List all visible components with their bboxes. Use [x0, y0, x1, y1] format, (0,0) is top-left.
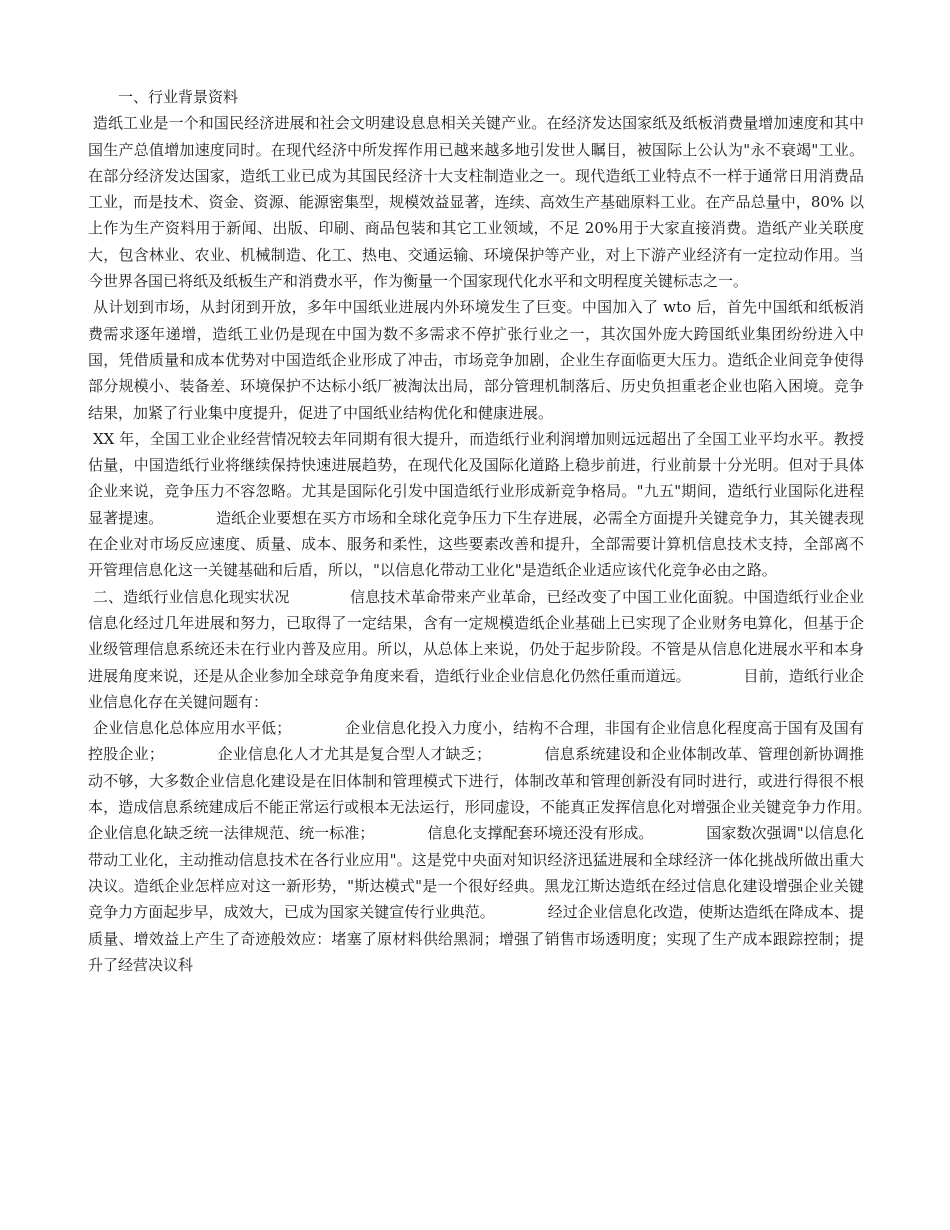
paragraph-industry-outlook: XX 年，全国工业企业经营情况较去年同期有很大提升，而造纸行业利润增加则远远超出了全国工业平均水平。教授估量，中国造纸行业将继续保持快速进展趋势，在现代化及国际化道路上稳步前进，行业前景十分光明。但对于具体企业来说，竞争压力不容忽略。尤其是国际化引发中国造纸行业形成新竞争格局。"九五"期间，造纸行业国际化进程显著提速。 造纸企业要想在买方市场和全球化竞争压力下生存进展，必需全方面提升关键竞争力，其关键表现在企业对市场反应速度、质量、成本、服务和柔性，这些要素改善和提升，全部需要计算机信息技术支持，全部离不开管理信息化这一关键基础和后盾，所以，"以信息化带动工业化"是造纸企业适应该代化竞争必由之路。 — [88, 429, 864, 580]
document-page — [88, 84, 925, 978]
paragraph-industry-overview: 造纸工业是一个和国民经济进展和社会文明建设息息相关关键产业。在经济发达国家纸及纸板消费量增加速度和其中国生产总值增加速度同时。在现代经济中所发挥作用已越来越多地引发世人瞩目，被国际上公认为"永不衰竭"工业。在部分经济发达国家，造纸工业已成为其国民经济十大支柱制造业之一。现代造纸工业特点不一样于通常日用消费品工业，而是技术、资金、资源、能源密集型，规模效益显著，连续、高效生产基础原料工业。在产品总量中，80% 以上作为生产资料用于新闻、出版、印刷、商品包装和其它工业领域，不足 20%用于大家直接消费。造纸产业关联度大，包含林业、农业、机械制造、化工、热电、交通运输、环境保护等产业，对上下游产业经济有一定拉动作用。当今世界各国已将纸及纸板生产和消费水平，作为衡量一个国家现代化水平和文明程度关键标志之一。 — [88, 114, 864, 291]
paragraph-informatization-status: 二、造纸行业信息化现实状况 信息技术革命带来产业革命，已经改变了中国工业化面貌。中国造纸行业企业信息化经过几年进展和努力，已取得了一定结果，含有一定规模造纸企业基础上已实现了企业财务电算化，但基于企业级管理信息系统还未在行业内普及应用。所以，从总体上来说，仍处于起步阶段。不管是从信息化进展水平和本身进展角度来说，还是从企业参加全球竞争角度来看，造纸行业企业信息化仍然任重而道远。 目前，造纸行业企业信息化存在关键问题有： — [88, 587, 864, 711]
section-heading: 一、行业背景资料 — [88, 88, 239, 106]
paragraph-market-change: 从计划到市场，从封闭到开放，多年中国纸业进展内外环境发生了巨变。中国加入了 wto 后，首先中国纸和纸板消费需求逐年递增，造纸工业仍是现在中国为数不多需求不停扩张行业之一，其次国外庞大跨国纸业集团纷纷进入中国，凭借质量和成本优势对中国造纸企业形成了冲击，市场竞争加剧，企业生存面临更大压力。造纸企业间竞争使得部分规模小、装备差、环境保护不达标小纸厂被淘汰出局，部分管理机制落后、历史负担重老企业也陷入困境。竞争结果，加紧了行业集中度提升，促进了中国纸业结构优化和健康进展。 — [88, 298, 864, 422]
paragraph-key-problems: 企业信息化总体应用水平低； 企业信息化投入力度小，结构不合理，非国有企业信息化程度高于国有及国有控股企业； 企业信息化人才尤其是复合型人才缺乏； 信息系统建设和企业体制改革、管理创新协调推动不够，大多数企业信息化建设是在旧体制和管理模式下进行，体制改革和管理创新没有同时进行，或进行得很不根本，造成信息系统建成后不能正常运行或根本无法运行，形同虚设，不能真正发挥信息化对增强企业关键竞争力作用。 企业信息化缺乏统一法律规范、统一标准； 信息化支撑配套环境还没有形成。 国家数次强调"以信息化带动工业化，主动推动信息技术在各行业应用"。这是党中央面对知识经济迅猛进展和全球经济一体化挑战所做出重大决议。造纸企业怎样应对这一新形势，"斯达模式"是一个很好经典。黑龙江斯达造纸在经过信息化建设增强企业关键竞争力方面起步早，成效大，已成为国家关键宣传行业典范。 经过企业信息化改造，使斯达造纸在降成本、提质量、增效益上产生了奇迹般效应：堵塞了原材料供给黑洞；增强了销售市场透明度；实现了生产成本跟踪控制；提升了经营决议科 — [88, 719, 925, 974]
